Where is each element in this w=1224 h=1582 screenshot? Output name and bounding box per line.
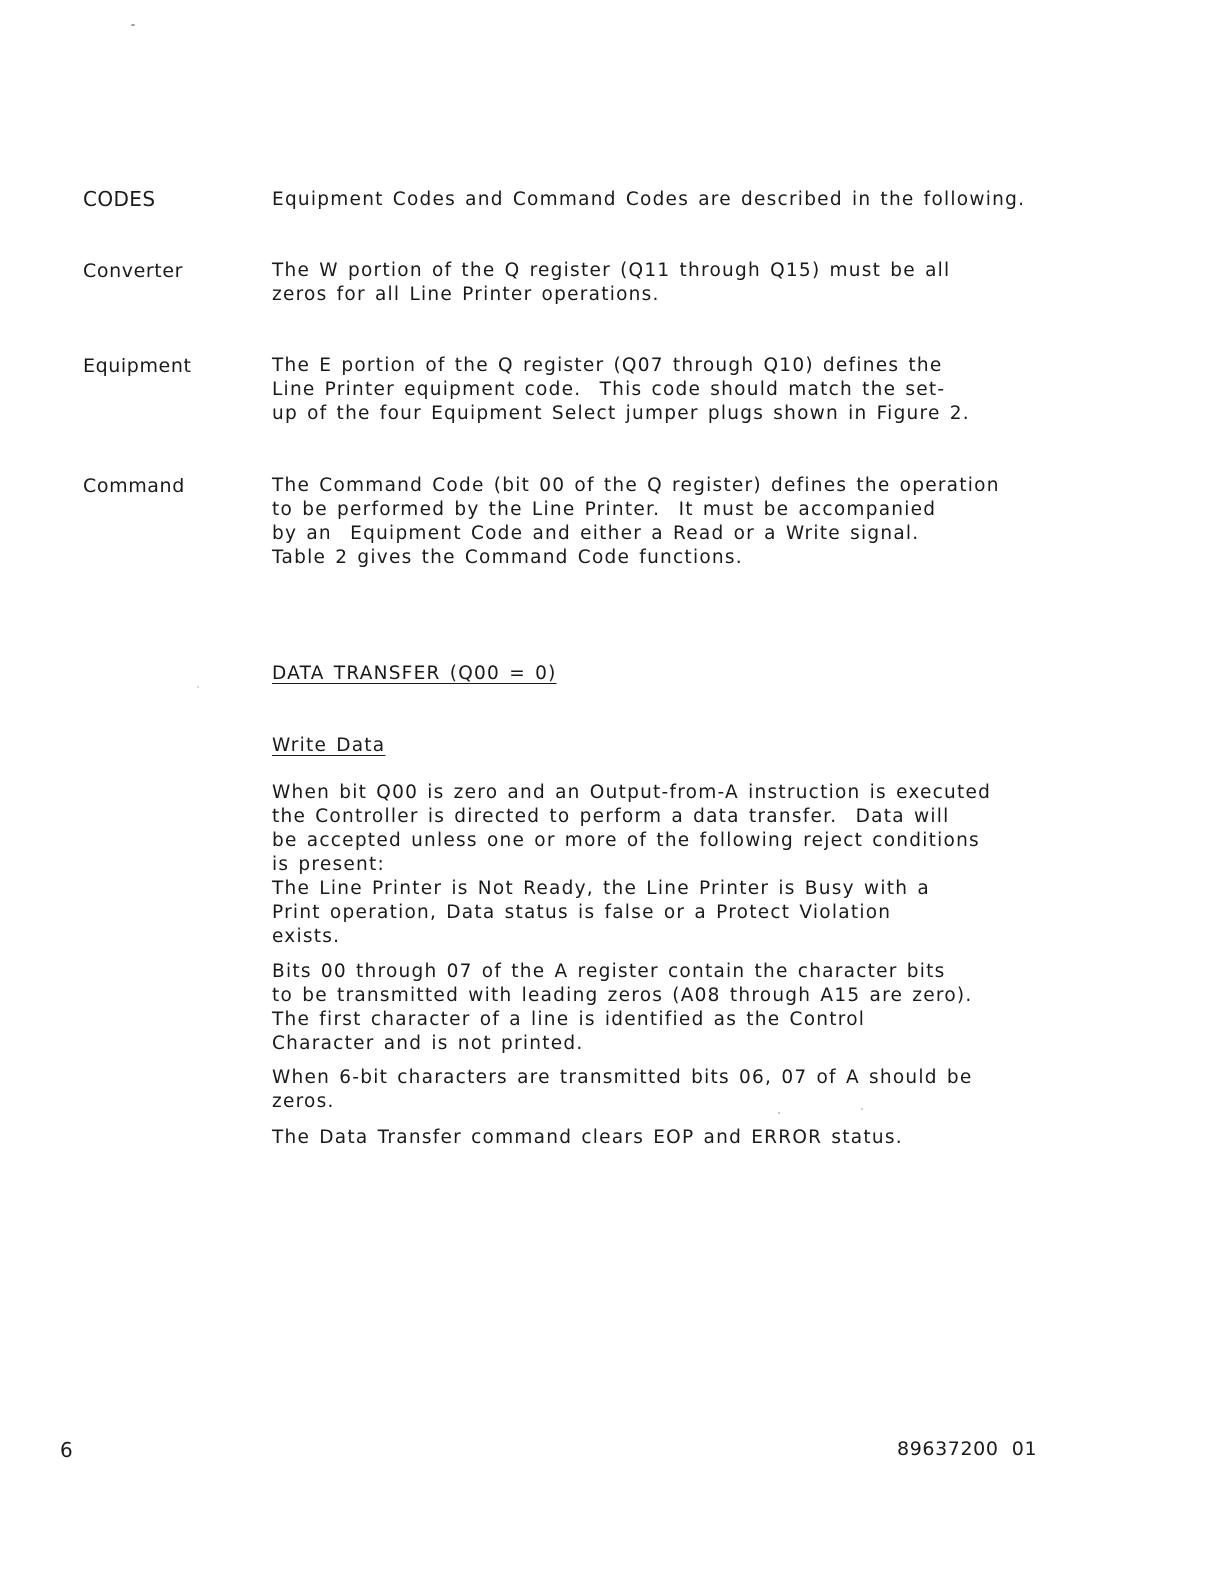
section-label-command: Command bbox=[83, 475, 185, 497]
write-data-subheading: Write Data bbox=[272, 735, 386, 756]
scan-speck bbox=[131, 24, 135, 26]
section-text-command bbox=[272, 474, 1072, 570]
write-data-paragraph-4 bbox=[272, 1126, 1072, 1150]
section-text-equipment bbox=[272, 354, 1072, 426]
section-label-codes: CODES bbox=[83, 187, 156, 211]
text-line: is present: bbox=[272, 854, 385, 875]
text-line: Equipment Codes and Command Codes are described in the following. bbox=[272, 189, 1026, 210]
text-line: When bit Q00 is zero and an Output-from-A instruction is executed bbox=[272, 782, 992, 803]
text-line: up of the four Equipment Select jumper plugs shown in Figure 2. bbox=[272, 403, 970, 424]
text-line: The first character of a line is identified as the Control bbox=[272, 1009, 866, 1030]
text-line: Table 2 gives the Command Code functions. bbox=[272, 547, 743, 568]
text-line: Line Printer equipment code. This code should match the set- bbox=[272, 379, 946, 400]
section-label-converter: Converter bbox=[83, 260, 184, 282]
text-line: The Line Printer is Not Ready, the Line Printer is Busy with a bbox=[272, 878, 930, 899]
section-text-converter bbox=[272, 259, 1072, 307]
text-line: The W portion of the Q register (Q11 through Q15) must be all bbox=[272, 260, 951, 281]
text-line: be accepted unless one or more of the following reject conditions bbox=[272, 830, 980, 851]
text-line: to be transmitted with leading zeros (A08 through A15 are zero). bbox=[272, 985, 973, 1006]
scan-speck bbox=[861, 1108, 863, 1110]
text-line: Print operation, Data status is false or a Protect Violation bbox=[272, 902, 892, 923]
text-line: to be performed by the Line Printer. It must be accompanied bbox=[272, 499, 937, 520]
data-transfer-heading: DATA TRANSFER (Q00 = 0) bbox=[272, 663, 557, 684]
section-text-codes bbox=[272, 188, 1072, 212]
text-line: zeros. bbox=[272, 1091, 335, 1112]
text-line: by an Equipment Code and either a Read or a Write signal. bbox=[272, 523, 920, 544]
text-line: zeros for all Line Printer operations. bbox=[272, 284, 660, 305]
scan-speck bbox=[197, 686, 199, 688]
write-data-paragraph-3 bbox=[272, 1066, 1072, 1114]
section-label-equipment: Equipment bbox=[83, 355, 192, 377]
text-line: the Controller is directed to perform a data transfer. Data will bbox=[272, 806, 950, 827]
page-number: 6 bbox=[60, 1438, 73, 1462]
document-number: 89637200 01 bbox=[897, 1438, 1038, 1460]
text-line: Bits 00 through 07 of the A register contain the character bits bbox=[272, 961, 946, 982]
text-line: Character and is not printed. bbox=[272, 1033, 584, 1054]
text-line: exists. bbox=[272, 926, 341, 947]
text-line: The E portion of the Q register (Q07 through Q10) defines the bbox=[272, 355, 943, 376]
text-line: The Command Code (bit 00 of the Q register) defines the operation bbox=[272, 475, 1000, 496]
write-data-paragraph-1 bbox=[272, 781, 1072, 949]
scan-speck bbox=[778, 1112, 780, 1114]
text-line: The Data Transfer command clears EOP and ERROR status. bbox=[272, 1127, 903, 1148]
text-line: When 6-bit characters are transmitted bits 06, 07 of A should be bbox=[272, 1067, 973, 1088]
write-data-paragraph-2 bbox=[272, 960, 1072, 1056]
